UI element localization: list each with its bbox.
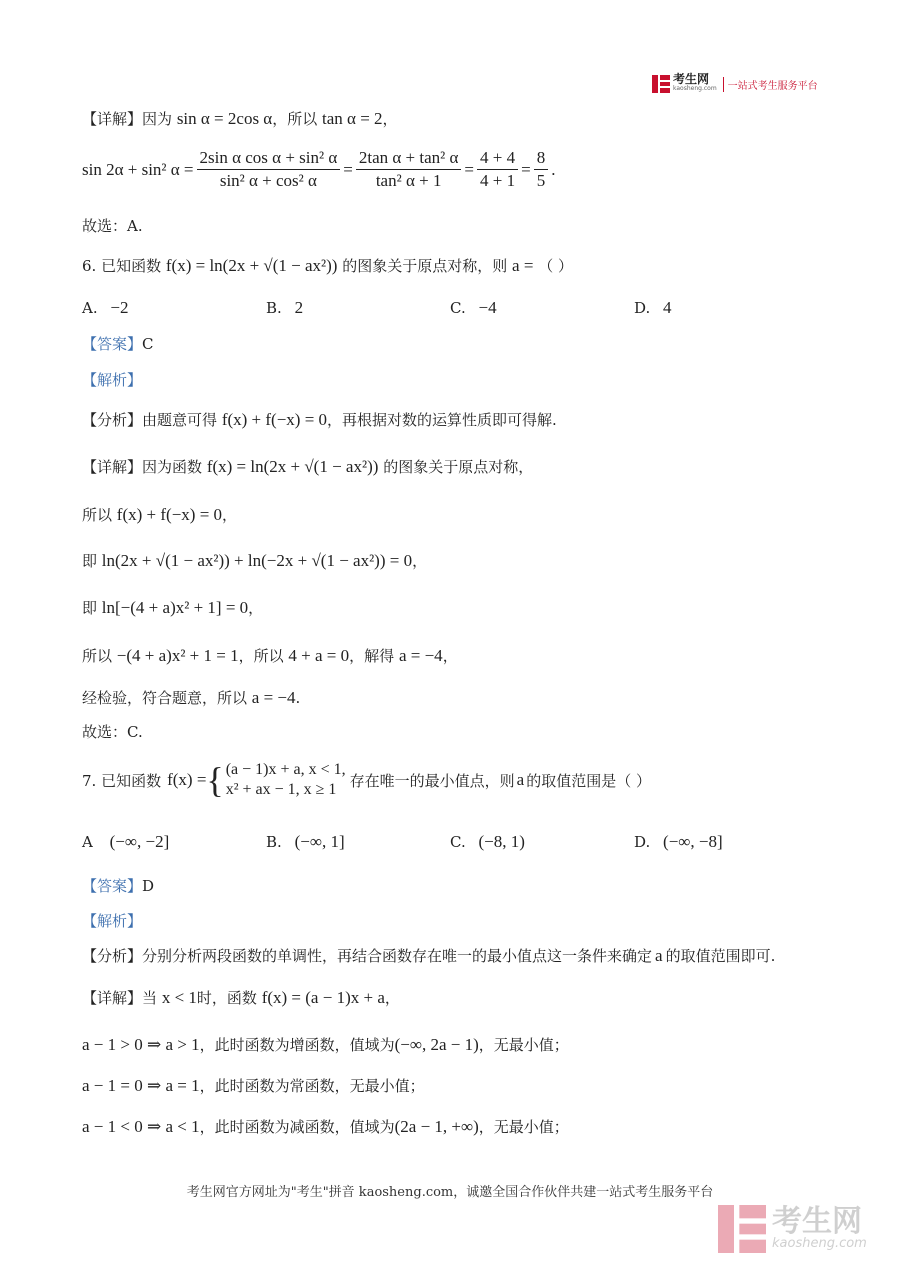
detail-label: 【详解】 [82,989,143,1007]
math: (−∞, 2a − 1) [394,1035,479,1054]
option-label: A [82,833,93,851]
q7-option-a [82,831,169,853]
q6-step-4 [82,645,458,667]
q7-case-increasing [82,1034,569,1056]
text: ， [384,989,400,1007]
frac-num: 8 [534,148,549,170]
option-value: 2 [294,298,304,317]
frac-num: 2sin α cos α + sin² α [197,148,341,170]
text: ， [442,647,458,665]
stem-func: f(x) = ln(2x + √(1 − ax²)) [165,256,338,275]
text: 因为函数 [142,458,203,476]
answer-label: 【答案】 [82,877,143,895]
logo-domain: kaosheng.com [673,85,717,92]
text: 时，函数 [196,989,257,1007]
q6-fenxi [82,409,557,431]
kaosheng-logo-icon [652,75,670,93]
stem-suffix: 存在唯一的最小值点，则 [349,771,515,790]
text: 的取值范围即可. [665,947,776,965]
math: (2a − 1, +∞) [394,1117,479,1136]
option-value: (−8, 1) [478,832,525,851]
text: 由题意可得 [142,411,218,429]
frac-num: 4 + 4 [477,148,518,170]
watermark-logo-icon [718,1205,766,1253]
math: f(x) = (a − 1)x + a [261,988,385,1007]
text: ，无最小值； [478,1118,569,1136]
text: 经检验，符合题意，所以 [82,689,248,707]
text: ，无最小值； [478,1036,569,1054]
option-label: C. [450,833,466,851]
q7-case-constant [82,1075,425,1097]
frac-den: sin² α + cos² α [219,171,317,190]
q6-option-c [450,297,497,319]
text: 的图象关于原点对称， [383,458,534,476]
text: ，再根据对数的运算性质即可得解. [327,411,557,429]
logo-name: 考生网 [673,72,710,86]
math: tan α = 2 [322,109,383,128]
q7-option-b [266,831,345,853]
header-logo [652,72,818,96]
option-value: 4 [663,298,672,317]
fenxi-label: 【分析】 [82,947,143,965]
eq-lhs: sin 2α + sin² α = [82,159,194,179]
footer-text: 考生网官方网址为"考生"拼音 kaosheng.com，诚邀全国合作伙伴共建一站式考生服务平台 [186,1185,714,1200]
q5-choose: 故选：A. [82,217,143,235]
math: a = −4 [251,688,296,707]
option-label: B. [266,299,282,317]
option-label: D. [634,833,651,851]
text: 所以 [82,506,113,524]
option-value: (−∞, −2] [109,832,170,851]
text: ， [412,552,428,570]
answer-label: 【答案】 [82,335,143,353]
math: ln[−(4 + a)x² + 1] = 0 [101,598,249,617]
frac-num: 2tan α + tan² α [356,148,462,170]
q6-option-d [634,297,672,319]
frac-den: 4 + 1 [480,171,516,190]
left-brace: { [206,760,224,800]
text: ，此时函数为常函数，无最小值； [199,1077,425,1095]
q6-analysis-label: 【解析】 [82,371,143,389]
text: 所以 [82,647,113,665]
period: . [551,159,556,179]
equals: = [464,159,474,179]
frac-den: 5 [536,171,546,190]
option-value: (−∞, 1] [294,832,345,851]
text: ，所以 [238,647,284,665]
text: 因为 [142,110,173,128]
option-label: B. [266,833,282,851]
stem-suffix: 的图象关于原点对称，则 [342,257,508,275]
text: 分别分析两段函数的单调性，再结合函数存在唯一的最小值点这一条件来确定 [142,947,653,965]
option-value: (−∞, −8] [663,832,723,851]
q6-option-a [82,297,128,319]
text: 即 [82,599,98,617]
math: a − 1 = 0 ⇒ a = 1 [82,1076,200,1095]
q6-answer [82,333,154,355]
math: x < 1 [161,988,197,1007]
text: . [295,689,301,707]
q6-detail [82,456,533,478]
q7-case-decreasing [82,1116,569,1138]
stem-prefix: 6. 已知函数 [82,257,162,275]
case-1: (a − 1)x + a, x < 1, [225,761,346,778]
fraction [197,148,341,191]
q5-detail-line [82,108,398,130]
text: ， [222,506,238,524]
option-value: −4 [478,298,497,317]
math: −(4 + a)x² + 1 = 1 [116,646,239,665]
math: f(x) = ln(2x + √(1 − ax²)) [206,457,379,476]
case-2: x² + ax − 1, x ≥ 1 [225,781,337,798]
math: a − 1 < 0 ⇒ a < 1 [82,1117,200,1136]
text: 即 [82,552,98,570]
text: ，所以 [272,110,318,128]
q7-stem [82,760,651,800]
fraction [477,148,518,191]
text: 当 [142,989,158,1007]
equals: = [521,159,531,179]
q7-option-c [450,831,525,853]
q7-answer [82,875,154,897]
fenxi-label: 【分析】 [82,411,143,429]
stem-suffix2: 的取值范围是（ ） [526,771,651,790]
math: ln(2x + √(1 − ax²)) + ln(−2x + √(1 − ax²)) = 0 [101,551,413,570]
watermark [718,1205,867,1253]
math: a [655,946,663,965]
q7-detail [82,987,400,1009]
piecewise-cases [226,760,346,800]
watermark-name: 考生网 [772,1204,862,1239]
q6-option-b [266,297,303,319]
q7-option-d [634,831,723,853]
q6-stem [82,255,573,277]
option-label: C. [450,299,466,317]
fraction [534,148,549,191]
q6-step-2 [82,550,427,572]
watermark-domain: kaosheng.com [772,1236,867,1251]
math: a − 1 > 0 ⇒ a > 1 [82,1035,200,1054]
math: a = −4 [398,646,443,665]
q6-step-3 [82,597,263,619]
detail-label: 【详解】 [82,458,143,476]
stem-paren: （ ） [538,257,573,275]
text: ， [382,110,398,128]
text: ，此时函数为增函数，值域为 [199,1036,395,1054]
stem-f: f(x) = [167,770,207,789]
detail-label: 【详解】 [82,110,143,128]
math: f(x) + f(−x) = 0 [116,505,223,524]
stem-var: a [516,770,525,789]
option-value: −2 [110,298,129,317]
logo-tagline: 一站式考生服务平台 [723,77,818,92]
equals: = [343,159,353,179]
option-label: D. [634,299,651,317]
option-label: A. [82,299,98,317]
math: sin α = 2cos α [176,109,273,128]
stem-prefix: 7. 已知函数 [82,771,162,790]
answer-value: D [142,877,155,895]
q6-step-1 [82,504,237,526]
q6-step-5 [82,687,300,709]
math: f(x) + f(−x) = 0 [221,410,328,429]
stem-var: a = [512,256,534,275]
q6-choose: 故选：C. [82,723,143,741]
q7-analysis-label: 【解析】 [82,912,143,930]
text: ， [248,599,264,617]
frac-den: tan² α + 1 [375,171,442,190]
q5-equation [82,148,555,191]
text: ，此时函数为减函数，值域为 [199,1118,395,1136]
text: ，解得 [349,647,395,665]
answer-value: C [142,335,154,353]
fraction [356,148,462,191]
math: 4 + a = 0 [288,646,350,665]
q7-fenxi [82,945,775,967]
